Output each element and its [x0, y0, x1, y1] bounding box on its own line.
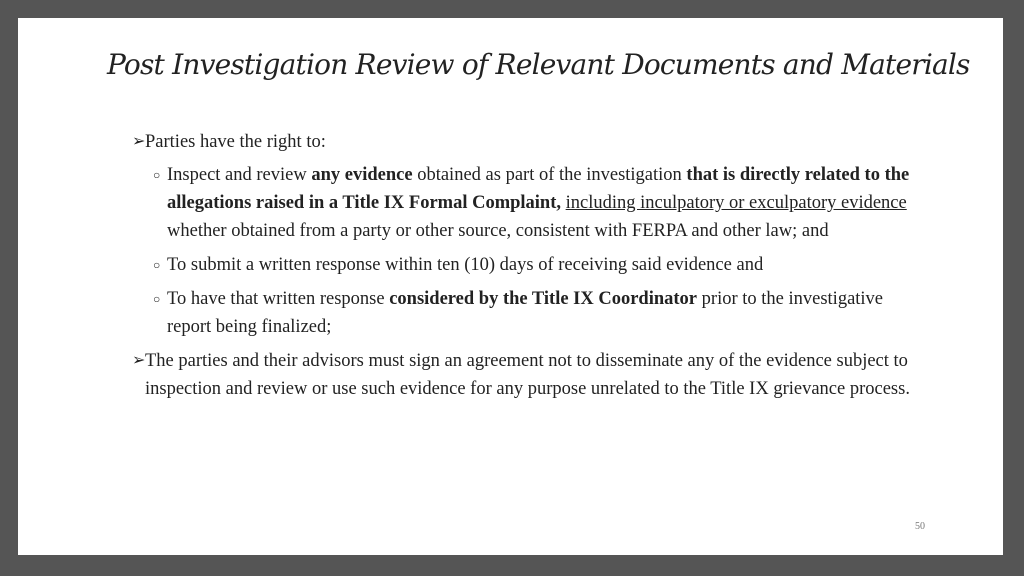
sub-bullet-text: To have that written response — [167, 289, 390, 309]
slide-title: Post Investigation Review of Relevant Documents and Materials — [107, 48, 970, 81]
slide-body — [132, 128, 922, 408]
arrow-bullet-icon: ➢ — [132, 352, 146, 369]
sub-bullet-inspect-review — [132, 161, 922, 245]
circle-bullet-icon: ○ — [153, 292, 161, 306]
page-number: 50 — [915, 521, 925, 532]
sub-bullet-response-considered — [132, 285, 922, 341]
bullet-parties-rights — [132, 128, 922, 156]
bullet-text: The parties and their advisors must sign an agreement not to disseminate any of the evidence subject to inspection and review or use such evidence for any purpose unrelated to the Title IX grievance process. — [145, 351, 910, 399]
arrow-bullet-icon: ➢ — [132, 133, 146, 150]
sub-bullet-written-response — [132, 251, 922, 279]
sub-bullet-text: To submit a written response within ten (10) days of receiving said evidence and — [167, 255, 764, 275]
circle-bullet-icon: ○ — [153, 258, 161, 272]
sub-bullet-text: prior to the investigative report being finalized; — [167, 289, 884, 337]
bullet-text: Parties have the right to: — [145, 132, 326, 152]
sub-bullet-text: obtained as part of the investigation — [412, 165, 687, 185]
bold-text: considered by the Title IX Coordinator — [389, 289, 698, 309]
bullet-advisors-agreement — [132, 347, 922, 403]
slide — [18, 18, 1003, 555]
sub-bullet-text: Inspect and review — [167, 165, 312, 185]
bold-text: any evidence — [311, 165, 413, 185]
sub-bullet-text: whether obtained from a party or other source, consistent with FERPA and other law; and — [167, 221, 829, 241]
underlined-text: including inculpatory or exculpatory evidence — [565, 193, 907, 213]
bold-text: that is directly related to the allegations raised in a Title IX Formal Complaint, — [167, 165, 910, 213]
circle-bullet-icon: ○ — [153, 168, 161, 182]
